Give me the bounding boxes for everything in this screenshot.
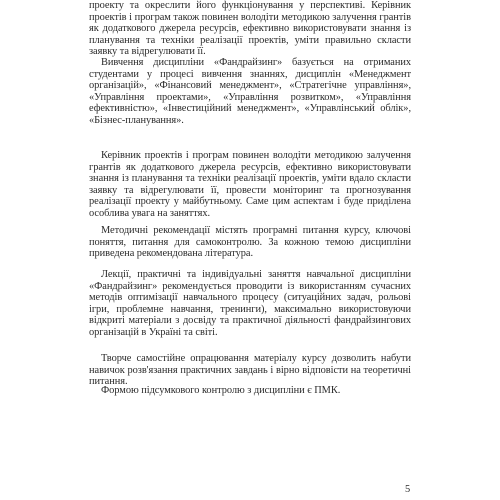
page-number: 5 — [405, 484, 411, 495]
paragraph-manager-skills: Керівник проектів і програм повинен володіти методикою залучення грантів як додаткового джерела ресурсів, ефективно використовувати знання із планування та техніки реалізації проектів, уміти вдало скласти заявку та відрегулювати її, провести моніторинг та прогнозування реалізації проекту у майбутньому. Саме цим аспектам і буде приділена особлива увага на заняттях. — [89, 150, 411, 219]
paragraph-continuation: проекту та окреслити його функціонування у перспективі. Керівник проектів і програм також повинен володіти методикою залучення грантів як додаткового джерела ресурсів, ефективно використовувати знання із планування та техніки реалізації проектів, уміти правильно скласти заявку та відрегулювати її. — [89, 0, 411, 57]
paragraph-discipline-basis: Вивчення дисципліни «Фандрайзинг» базується на отриманих студентами у процесі вивчення знаннях, дисциплін «Менеджмент організацій», «Фінансовий менеджмент», «Стратегічне управління», «Управління проектами», «Управління розвитком», «Управління ефективністю», «Інвестиційний менеджмент», «Управлінський облік», «Бізнес-планування». — [89, 57, 411, 126]
paragraph-final-control: Формою підсумкового контролю з дисципліни є ПМК. — [101, 385, 341, 396]
paragraph-lectures: Лекції, практичні та індивідуальні заняття навчальної дисципліни «Фандрайзинг» рекомендується проводити із використанням сучасних методів оптимізації навчального процесу (ситуаційних задач, рольові ігри, проблемне навчання, тренинги), максимально використовуючи відкриті матеріали з досвіду та практичної діяльності фандрайзингових організацій в Україні та світі. — [89, 269, 411, 338]
paragraph-independent-work: Творче самостійне опрацювання матеріалу курсу дозволить набути навичок розв'язання практичних завдань і вірно відповісти на теоретичні питання. — [89, 353, 411, 387]
paragraph-methodical-recommendations: Методичні рекомендації містять програмні питання курсу, ключові поняття, питання для самоконтролю. За кожною темою дисципліни приведена рекомендована література. — [89, 225, 411, 259]
